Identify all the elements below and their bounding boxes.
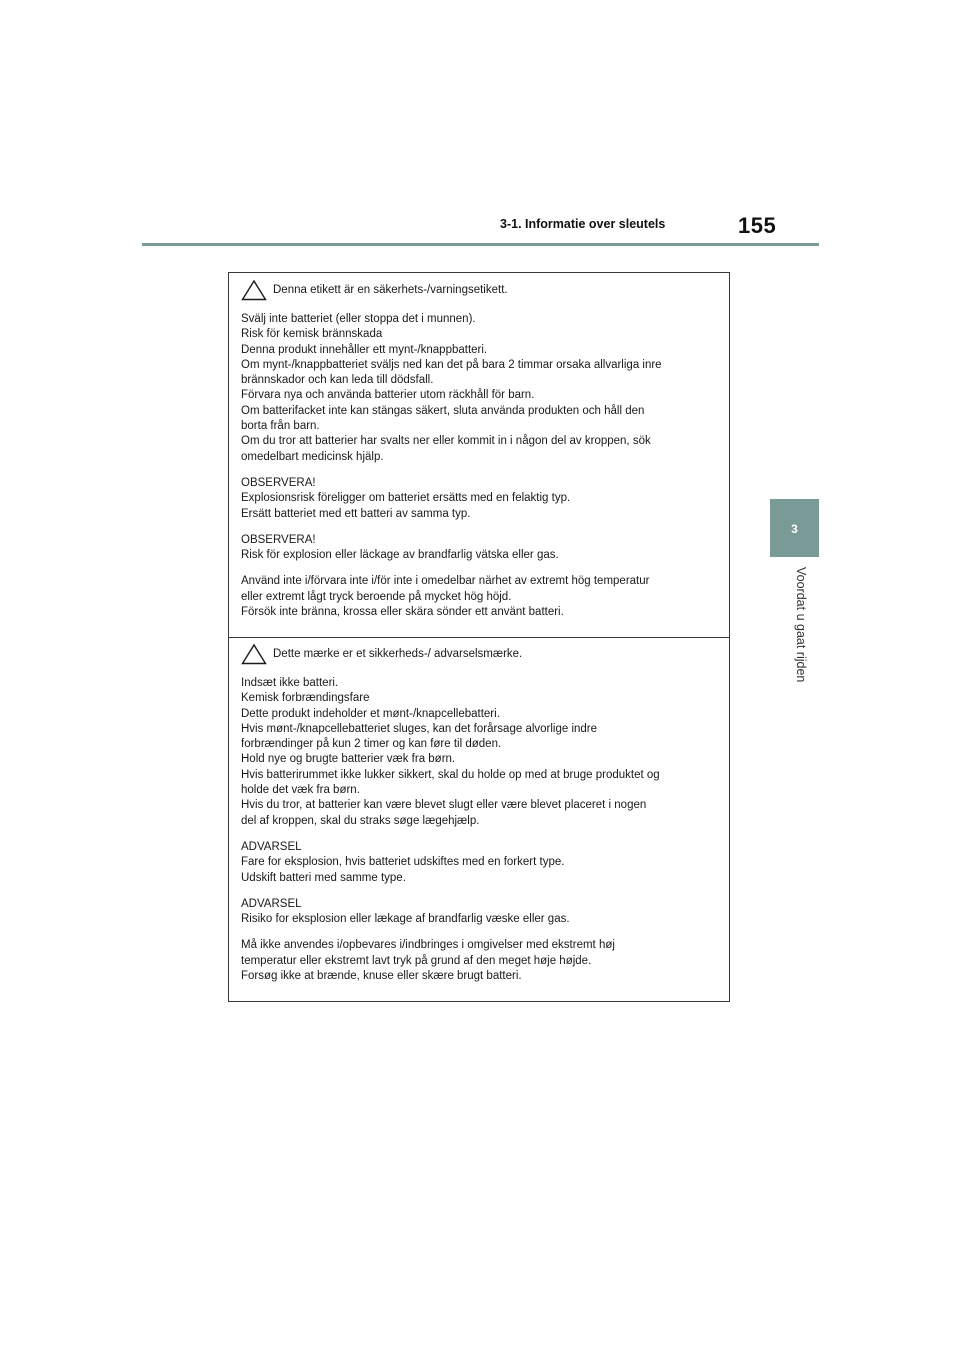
label-text-line: Hvis batterirummet ikke lukker sikkert, skal du holde op med at bruge produktet og <box>241 768 660 781</box>
label-text-line: Hvis mønt-/knapcellebatteriet sluges, kan det forårsage alvorlige indre <box>241 722 598 735</box>
label-text-line: Om du tror att batterier har svalts ner eller kommit in i någon del av kroppen, sök <box>241 435 651 448</box>
label-text-line: eller extremt lågt tryck beroende på mycket hög höjd. <box>241 590 512 603</box>
label-text-line: Forsøg ikke at brænde, knuse eller skære brugt batteri. <box>241 970 522 983</box>
label-text-line: Ersätt batteriet med ett batteri av samma typ. <box>241 507 471 520</box>
label-text-line: Denna produkt innehåller ett mynt-/knappbatteri. <box>241 343 488 356</box>
label-text-line: ADVARSEL <box>241 840 302 853</box>
label-section-danish <box>241 643 721 984</box>
label-text-line: OBSERVERA! <box>241 476 316 489</box>
label-text-line: Explosionsrisk föreligger om batteriet ersätts med en felaktig typ. <box>241 492 571 505</box>
label-text-line: Hvis du tror, at batterier kan være blevet slugt eller være blevet placeret i nogen <box>241 799 647 812</box>
label-text-line: Fare for eksplosion, hvis batteriet udskiftes med en forkert type. <box>241 856 565 869</box>
label-heading <box>241 279 721 301</box>
label-text-line: borta från barn. <box>241 420 320 433</box>
label-text-line: forbrændinger på kun 2 timer og kan føre til døden. <box>241 738 502 751</box>
label-text-line: Risiko for eksplosion eller lækage af brandfarlig væske eller gas. <box>241 913 570 926</box>
warning-label-box <box>228 272 730 1002</box>
label-section-swedish <box>241 279 721 620</box>
label-text-line: Kemisk forbrændingsfare <box>241 692 370 705</box>
label-paragraph <box>241 312 721 465</box>
label-text-line: temperatur eller ekstremt lavt tryk på grund af den meget høje højde. <box>241 954 592 967</box>
label-text-line: Dette produkt indeholder et mønt-/knapcellebatteri. <box>241 707 500 720</box>
label-heading-text: Dette mærke er et sikkerheds-/ advarselsmærke. <box>273 648 523 660</box>
label-text-line: brännskador och kan leda till dödsfall. <box>241 374 434 387</box>
label-text-line: ADVARSEL <box>241 897 302 910</box>
label-heading-text: Denna etikett är en säkerhets-/varningsetikett. <box>273 284 508 296</box>
label-text-line: OBSERVERA! <box>241 533 316 546</box>
label-paragraph <box>241 574 721 620</box>
warning-triangle-icon <box>241 279 267 301</box>
label-text-line: Om batterifacket inte kan stängas säkert, sluta använda produkten och håll den <box>241 404 645 417</box>
label-paragraph <box>241 476 721 522</box>
label-text-line: Indsæt ikke batteri. <box>241 677 339 689</box>
label-text-line: holde det væk fra børn. <box>241 784 360 797</box>
label-heading <box>241 643 721 665</box>
label-paragraph <box>241 938 721 984</box>
label-text-line: Svälj inte batteriet (eller stoppa det i munnen). <box>241 313 476 325</box>
label-text-line: Risk för kemisk brännskada <box>241 328 383 341</box>
label-paragraph <box>241 840 721 886</box>
label-text-line: Hold nye og brugte batterier væk fra børn. <box>241 753 456 766</box>
warning-triangle-icon <box>241 643 267 665</box>
label-text-line: Udskift batteri med samme type. <box>241 871 406 884</box>
chapter-tab-number: 3 <box>791 522 798 536</box>
section-title: 3-1. Informatie over sleutels <box>500 217 666 231</box>
label-text-line: Förvara nya och använda batterier utom räckhåll för barn. <box>241 389 535 402</box>
header-rule <box>142 243 819 246</box>
label-text-line: omedelbart medicinsk hjälp. <box>241 450 384 463</box>
chapter-tab-label: Voordat u gaat rijden <box>794 567 808 683</box>
label-text-line: del af kroppen, skal du straks søge lægehjælp. <box>241 814 480 827</box>
label-text-line: Om mynt-/knappbatteriet sväljs ned kan det på bara 2 timmar orsaka allvarliga inre <box>241 358 662 371</box>
label-text-line: Försök inte bränna, krossa eller skära sönder ett använt batteri. <box>241 606 564 619</box>
label-paragraph <box>241 533 721 564</box>
section-divider <box>229 637 729 638</box>
label-text-line: Använd inte i/förvara inte i/för inte i omedelbar närhet av extremt hög temperatur <box>241 575 650 588</box>
chapter-tab <box>770 499 819 557</box>
label-text-line: Risk för explosion eller läckage av brandfarlig vätska eller gas. <box>241 549 559 562</box>
page-number: 155 <box>738 213 777 238</box>
label-text-line: Må ikke anvendes i/opbevares i/indbringes i omgivelser med ekstremt høj <box>241 939 615 952</box>
label-paragraph <box>241 897 721 928</box>
label-paragraph <box>241 676 721 829</box>
